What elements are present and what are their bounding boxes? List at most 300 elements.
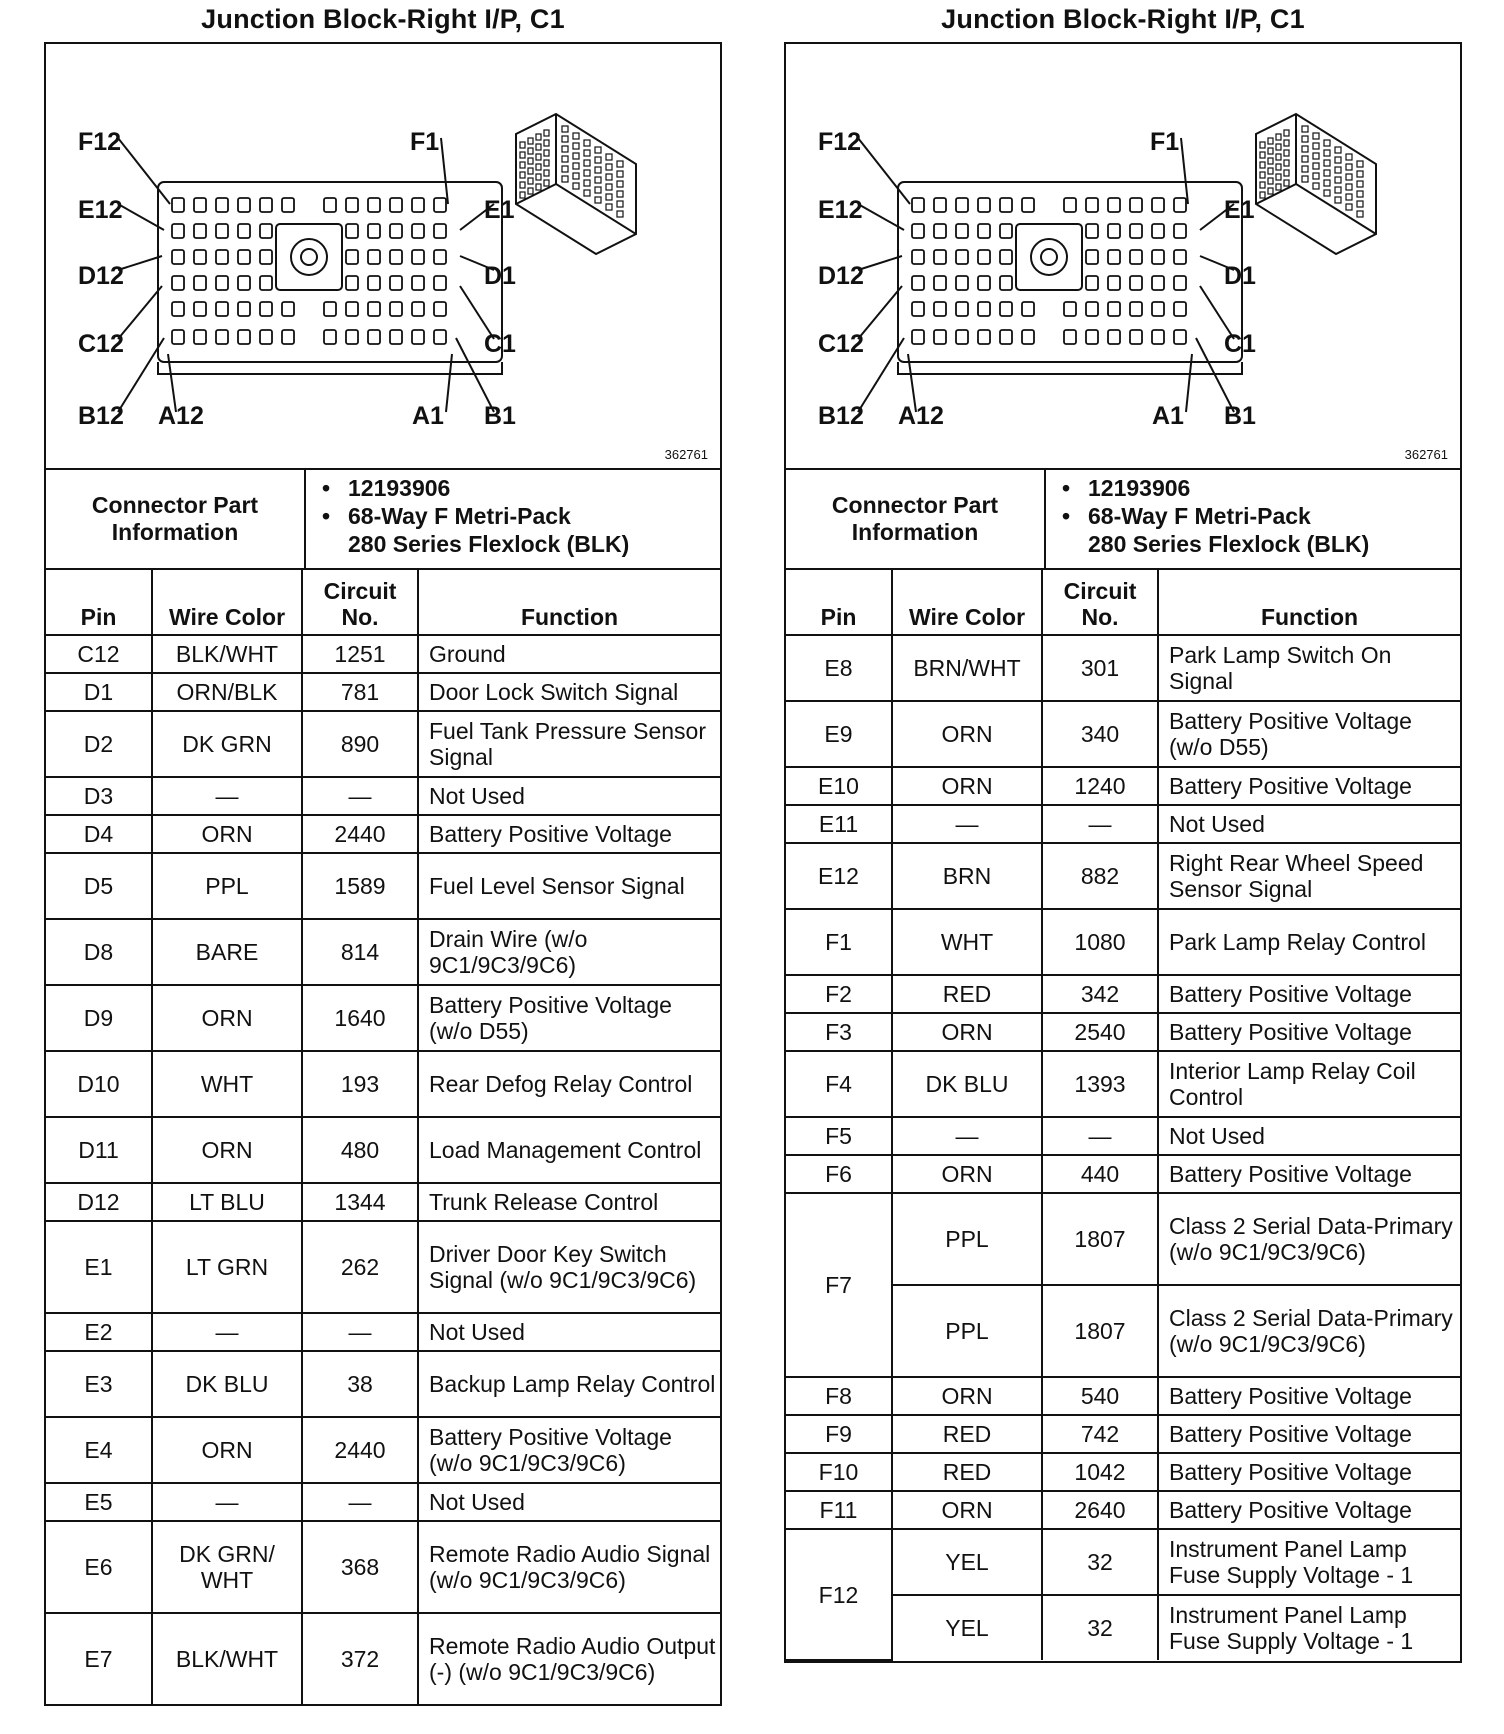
connector-title: Junction Block-Right I/P, C1 [941,4,1305,34]
wire-color-cell: ORN [892,1491,1042,1529]
pin-label-b12: B12 [818,402,864,430]
function-cell: Not Used [418,1483,720,1521]
wire-color-cell: DK BLU [892,1051,1042,1117]
wire-color-cell: — [892,1117,1042,1155]
pin-cavity [1152,250,1164,264]
pin-cavity [260,302,272,316]
pin-cavity [412,250,424,264]
pin-cavity [1108,302,1120,316]
pin-cavity [934,330,946,344]
table-row [786,805,1460,843]
sketch-cell [1313,183,1319,189]
function-cell: Instrument Panel Lamp Fuse Supply Voltage - 1 [1158,1595,1460,1660]
function-cell: Not Used [418,777,720,815]
sketch-cell [544,140,549,146]
function-cell: Interior Lamp Relay Coil Control [1158,1051,1460,1117]
pin-cavity [324,198,336,212]
pinout-table [786,570,1460,1661]
pin-cavity [434,198,446,212]
sketch-cell [1284,130,1289,136]
table-row [786,1193,1460,1285]
pin-cavity [1152,276,1164,290]
connector-part-info-label: Connector Part Information [46,470,306,568]
pin-cavity [434,250,446,264]
sketch-cell [1260,142,1265,148]
pin-cavity [390,276,402,290]
pin-cavity [346,250,358,264]
pin-cell: E1 [46,1221,152,1313]
function-cell: Battery Positive Voltage (w/o D55) [418,985,720,1051]
pin-cell: F7 [786,1193,892,1377]
pin-label-e12: E12 [78,196,123,224]
function-cell: Not Used [1158,805,1460,843]
pin-cell: E4 [46,1417,152,1483]
sketch-cell [528,168,533,174]
sketch-cell [1284,150,1289,156]
connector-box [44,42,722,1706]
pin-cavity [934,276,946,290]
pin-cell: F12 [786,1529,892,1660]
circuit-cell: 32 [1042,1529,1158,1595]
circuit-cell: 1080 [1042,909,1158,975]
pin-cavity [346,198,358,212]
sketch-cell [528,158,533,164]
wire-color-cell: RED [892,975,1042,1013]
sketch-cell [1357,201,1363,207]
pin-cell: D8 [46,919,152,985]
sketch-cell [1313,173,1319,179]
sketch-cell [562,156,568,162]
table-row [46,777,720,815]
pin-cavity [216,302,228,316]
sketch-cell [617,191,623,197]
circuit-cell: 480 [302,1117,418,1183]
header-function: Function [418,570,720,635]
sketch-cell [520,172,525,178]
pin-label-e1: E1 [1224,196,1255,224]
wire-color-cell: BRN/WHT [892,635,1042,701]
sketch-cell [1260,172,1265,178]
table-row [786,1013,1460,1051]
pin-cavity [194,198,206,212]
wire-color-cell: ORN/BLK [152,673,302,711]
sketch-cell [562,146,568,152]
function-cell: Battery Positive Voltage [1158,1453,1460,1491]
pin-cell: D1 [46,673,152,711]
header-wire-color: Wire Color [152,570,302,635]
sketch-cell [1313,133,1319,139]
pin-cavity [238,250,250,264]
function-cell: Instrument Panel Lamp Fuse Supply Voltage - 1 [1158,1529,1460,1595]
sketch-cell [1260,182,1265,188]
pin-cavity [1000,302,1012,316]
pin-cavity [216,250,228,264]
circuit-cell: — [1042,1117,1158,1155]
pin-cavity [216,198,228,212]
pin-cavity [346,224,358,238]
sketch-cell [1284,160,1289,166]
pin-cavity [1108,276,1120,290]
table-row [46,1521,720,1613]
pin-cell: F10 [786,1453,892,1491]
pin-cavity [282,198,294,212]
part-description-2: 280 Series Flexlock (BLK) [1088,531,1370,557]
function-cell: Class 2 Serial Data-Primary (w/o 9C1/9C3/9C6) [1158,1285,1460,1377]
pin-cavity [912,330,924,344]
pin-cavity [1152,224,1164,238]
pin-cavity [194,276,206,290]
sketch-cell [584,190,590,196]
wire-color-cell: ORN [152,815,302,853]
pin-cavity [368,302,380,316]
sketch-cell [520,142,525,148]
sketch-cell [1302,146,1308,152]
pin-cavity [390,224,402,238]
circuit-cell: 2640 [1042,1491,1158,1529]
circuit-cell: — [302,1483,418,1521]
pin-cavity [260,198,272,212]
pin-cavity [1174,224,1186,238]
wire-color-cell: ORN [892,1013,1042,1051]
circuit-cell: 1240 [1042,767,1158,805]
pin-cavity [912,276,924,290]
header-wire-color: Wire Color [892,570,1042,635]
sketch-cell [1357,171,1363,177]
circuit-cell: — [1042,805,1158,843]
circuit-cell: 1393 [1042,1051,1158,1117]
pin-cavity [1022,302,1034,316]
sketch-cell [1324,170,1330,176]
pin-cavity [194,302,206,316]
table-row [786,1377,1460,1415]
sketch-cell [536,134,541,140]
circuit-cell: 1640 [302,985,418,1051]
function-cell: Load Management Control [418,1117,720,1183]
pin-cell: D5 [46,853,152,919]
sketch-cell [520,182,525,188]
sketch-cell [595,187,601,193]
table-row [786,1453,1460,1491]
pin-cavity [172,330,184,344]
table-row [786,909,1460,975]
sketch-cell [584,140,590,146]
pin-cavity [1064,198,1076,212]
sketch-cell [584,170,590,176]
pin-cavity [1152,198,1164,212]
function-cell: Park Lamp Relay Control [1158,909,1460,975]
pin-cavity [956,224,968,238]
sketch-cell [1346,164,1352,170]
wire-color-cell: — [152,1483,302,1521]
pin-cavity [1000,330,1012,344]
wire-color-cell: ORN [892,767,1042,805]
pin-cavity [194,250,206,264]
table-row [46,919,720,985]
pin-cavity [172,302,184,316]
pin-cavity [1086,302,1098,316]
pin-label-b1: B1 [484,402,516,430]
wire-color-cell: ORN [152,985,302,1051]
sketch-cell [1268,168,1273,174]
pin-cavity [912,302,924,316]
pin-cavity [934,198,946,212]
pin-cavity [912,250,924,264]
sketch-cell [1313,143,1319,149]
table-row [46,1613,720,1704]
sketch-cell [573,173,579,179]
pin-cavity [934,250,946,264]
pin-cavity [1086,330,1098,344]
function-cell: Remote Radio Audio Signal (w/o 9C1/9C3/9C6) [418,1521,720,1613]
pin-cell: D3 [46,777,152,815]
wire-color-cell: PPL [892,1285,1042,1377]
sketch-cell [1346,184,1352,190]
sketch-cell [606,194,612,200]
circuit-cell: 1807 [1042,1193,1158,1285]
sketch-cell [1268,158,1273,164]
function-cell: Rear Defog Relay Control [418,1051,720,1117]
table-row [786,1415,1460,1453]
connector-face-drawing [46,44,720,468]
sketch-cell [1324,140,1330,146]
pin-label-c12: C12 [78,330,124,358]
pin-cavity [1130,198,1142,212]
circuit-cell: 882 [1042,843,1158,909]
wire-color-cell: RED [892,1453,1042,1491]
pin-cavity [390,198,402,212]
sketch-cell [1268,138,1273,144]
pin-cavity [238,224,250,238]
pin-cavity [1130,302,1142,316]
pin-cavity [238,276,250,290]
sketch-cell [544,180,549,186]
sketch-cell [573,163,579,169]
pin-cavity [216,330,228,344]
sketch-cell [617,161,623,167]
connector-diagram [786,44,1460,470]
pin-cavity [368,198,380,212]
sketch-cell [584,160,590,166]
header-pin: Pin [786,570,892,635]
sketch-cell [536,184,541,190]
sketch-cell [617,211,623,217]
wire-color-cell: LT BLU [152,1183,302,1221]
wire-color-cell: BLK/WHT [152,635,302,673]
function-cell: Battery Positive Voltage (w/o 9C1/9C3/9C6) [418,1417,720,1483]
function-cell: Backup Lamp Relay Control [418,1351,720,1417]
pin-cavity [1086,276,1098,290]
sketch-cell [1357,191,1363,197]
sketch-cell [1276,144,1281,150]
pin-cell: F4 [786,1051,892,1117]
sketch-cell [1324,150,1330,156]
pin-cavity [1174,198,1186,212]
wire-color-cell: ORN [892,1155,1042,1193]
circuit-cell: 301 [1042,635,1158,701]
sketch-cell [1324,180,1330,186]
pin-cavity [434,330,446,344]
sketch-cell [1346,204,1352,210]
pin-cell: E9 [786,701,892,767]
sketch-cell [1357,161,1363,167]
circuit-cell: — [302,777,418,815]
function-cell: Class 2 Serial Data-Primary (w/o 9C1/9C3/9C6) [1158,1193,1460,1285]
wire-color-cell: BLK/WHT [152,1613,302,1704]
pin-cavity [934,224,946,238]
circuit-cell: 440 [1042,1155,1158,1193]
sketch-cell [1260,192,1265,198]
pin-cavity [1130,330,1142,344]
sketch-cell [1302,156,1308,162]
wire-color-cell: WHT [892,909,1042,975]
pin-cavity [172,250,184,264]
figure-id: 362761 [1404,447,1448,462]
pin-cavity [1086,224,1098,238]
pin-cavity [434,302,446,316]
pin-cell: F1 [786,909,892,975]
circuit-cell: 2540 [1042,1013,1158,1051]
pin-cavity [260,250,272,264]
pin-cavity [216,224,228,238]
pin-cavity [1064,330,1076,344]
wire-color-cell: LT GRN [152,1221,302,1313]
function-cell: Door Lock Switch Signal [418,673,720,711]
pin-label-f1: F1 [1150,128,1180,156]
circuit-cell: 2440 [302,1417,418,1483]
pin-cavity [956,250,968,264]
table-row [786,1491,1460,1529]
connector-face-drawing [786,44,1460,468]
pin-label-a12: A12 [898,402,944,430]
sketch-cell [1302,166,1308,172]
part-description-1: 68-Way F Metri-Pack [1088,503,1311,529]
sketch-cell [573,153,579,159]
table-row [46,815,720,853]
sketch-cell [536,164,541,170]
wire-color-cell: ORN [892,1377,1042,1415]
wire-color-cell: PPL [892,1193,1042,1285]
pin-cavity [1086,198,1098,212]
pin-cavity [1108,224,1120,238]
pin-cavity [956,302,968,316]
wire-color-cell: — [152,1313,302,1351]
function-cell: Fuel Level Sensor Signal [418,853,720,919]
sketch-cell [1302,136,1308,142]
circuit-cell: 32 [1042,1595,1158,1660]
sketch-cell [1357,181,1363,187]
pin-cavity [1064,302,1076,316]
sketch-cell [617,181,623,187]
table-row [786,767,1460,805]
sketch-cell [1335,187,1341,193]
sketch-cell [1335,157,1341,163]
table-row [786,975,1460,1013]
table-row [46,1351,720,1417]
pin-cavity [1174,250,1186,264]
pin-label-f12: F12 [78,128,122,156]
sketch-cell [544,160,549,166]
table-row [786,1117,1460,1155]
table-row [786,701,1460,767]
header-function: Function [1158,570,1460,635]
sketch-cell [1302,176,1308,182]
connector-part-info-label: Connector Part Information [786,470,1046,568]
table-row [786,1529,1460,1595]
pin-cavity [238,302,250,316]
pin-cavity [260,224,272,238]
pin-cell: E12 [786,843,892,909]
pin-cavity [282,302,294,316]
wire-color-cell: RED [892,1415,1042,1453]
pin-cavity [346,330,358,344]
pin-cavity [1000,276,1012,290]
pin-cavity [956,330,968,344]
pin-cavity [1130,250,1142,264]
pin-cavity [1022,198,1034,212]
sketch-cell [573,133,579,139]
pin-cavity [368,276,380,290]
circuit-cell: 1344 [302,1183,418,1221]
sketch-cell [584,180,590,186]
circuit-cell: 1807 [1042,1285,1158,1377]
pin-cavity [434,276,446,290]
pin-cavity [934,302,946,316]
sketch-cell [1268,148,1273,154]
sketch-cell [606,184,612,190]
function-cell: Ground [418,635,720,673]
pin-label-e1: E1 [484,196,515,224]
header-circuit: Circuit No. [1042,570,1158,635]
sketch-cell [1357,211,1363,217]
table-row [46,1313,720,1351]
pin-cavity [1000,250,1012,264]
pin-label-a12: A12 [158,402,204,430]
header-circuit: Circuit No. [302,570,418,635]
pin-cell: D12 [46,1183,152,1221]
pin-cavity [324,330,336,344]
pin-cavity [390,302,402,316]
pin-label-d12: D12 [818,262,864,290]
pin-cell: E11 [786,805,892,843]
pin-cell: E2 [46,1313,152,1351]
sketch-cell [595,167,601,173]
pin-cavity [368,330,380,344]
circuit-cell: 1042 [1042,1453,1158,1491]
sketch-cell [520,152,525,158]
wire-color-cell: — [152,777,302,815]
sketch-cell [617,171,623,177]
table-row [46,1051,720,1117]
sketch-cell [606,174,612,180]
function-cell: Battery Positive Voltage [1158,1415,1460,1453]
pin-cavity [172,276,184,290]
sketch-cell [1346,194,1352,200]
sketch-cell [573,183,579,189]
pin-cavity [1174,276,1186,290]
sketch-cell [1276,164,1281,170]
function-cell: Trunk Release Control [418,1183,720,1221]
circuit-cell: 2440 [302,815,418,853]
sketch-cell [1302,126,1308,132]
wire-color-cell: YEL [892,1529,1042,1595]
pin-cell: F9 [786,1415,892,1453]
pin-cell: E7 [46,1613,152,1704]
sketch-cell [536,154,541,160]
pin-cell: F6 [786,1155,892,1193]
connector-part-info [786,470,1460,570]
wire-color-cell: ORN [892,701,1042,767]
pin-cavity [390,250,402,264]
